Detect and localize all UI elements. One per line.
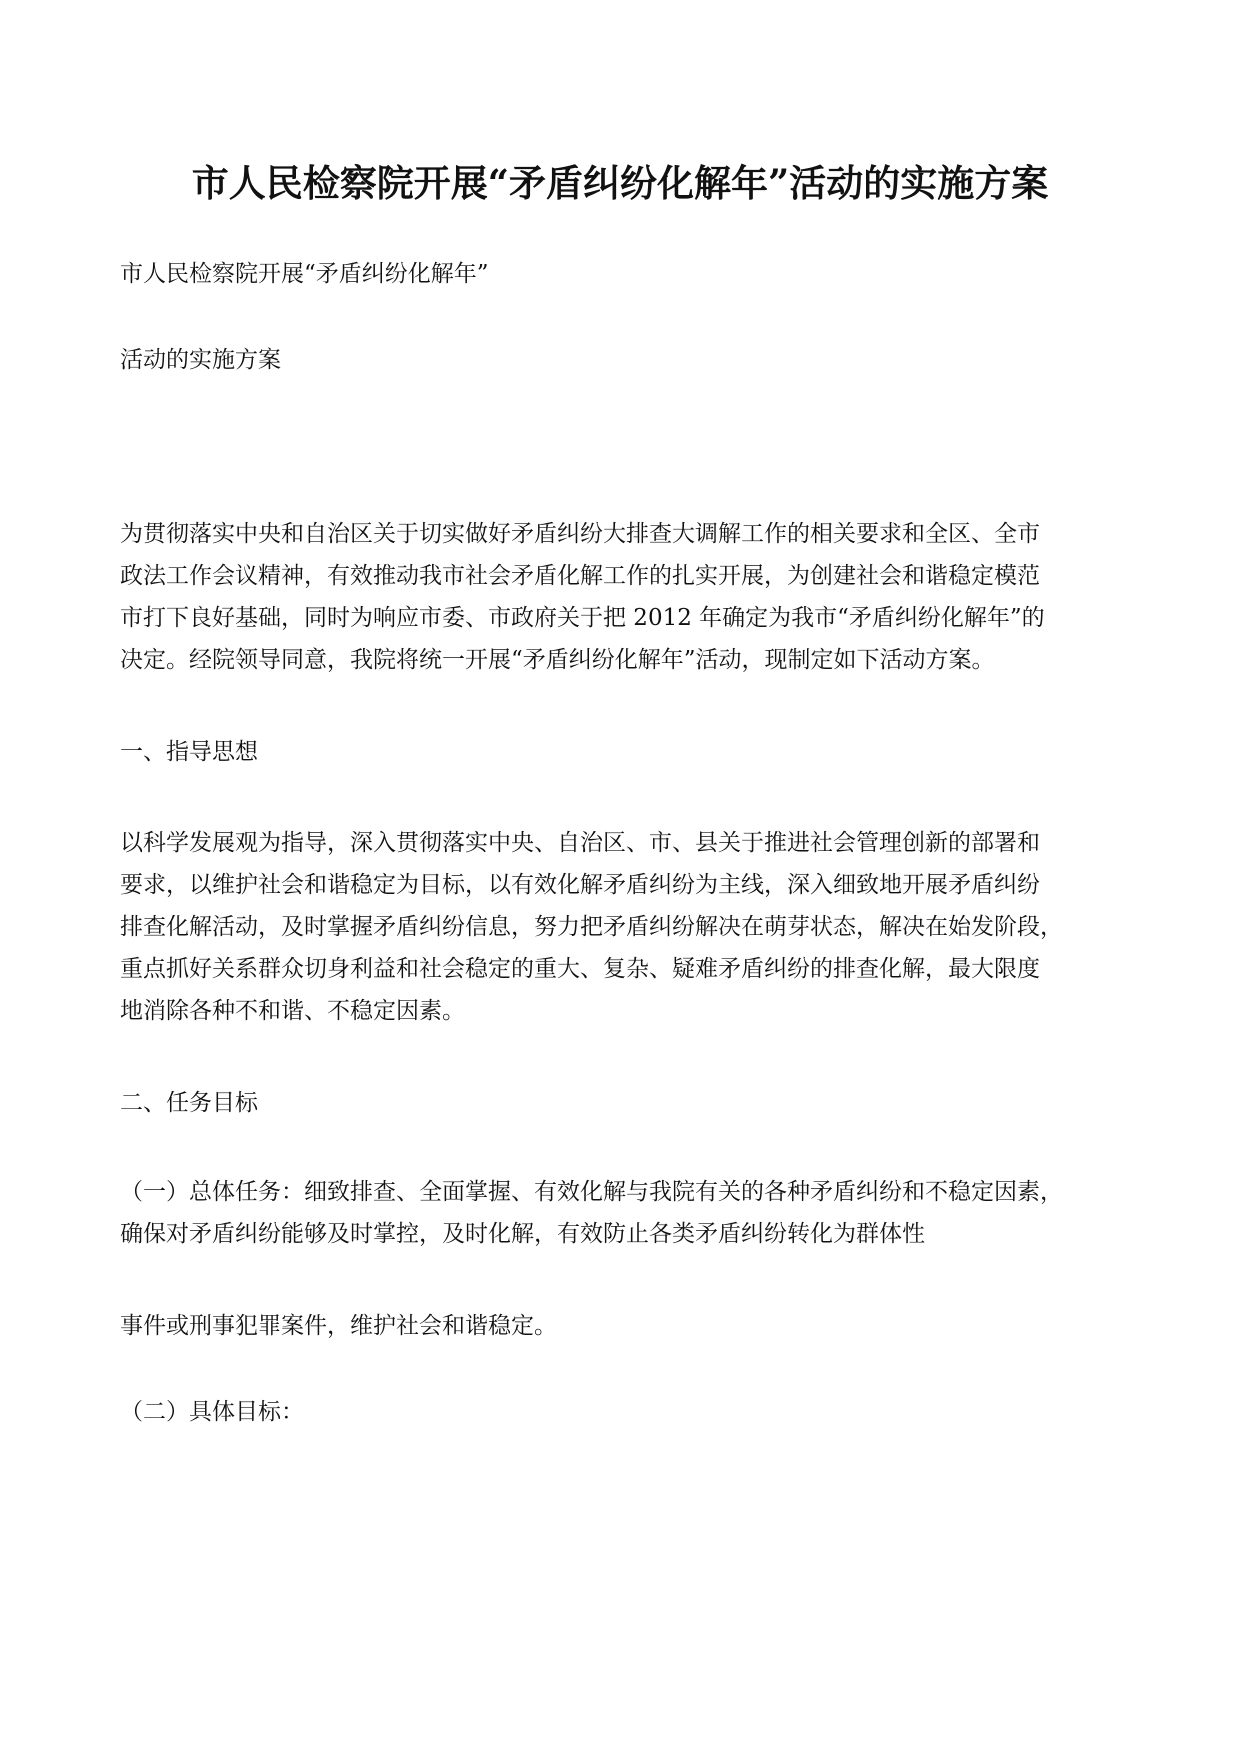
paragraph-line: 以科学发展观为指导，深入贯彻落实中央、自治区、市、县关于推进社会管理创新的部署和 [120,830,1040,856]
paragraph-line: （一）总体任务：细致排查、全面掌握、有效化解与我院有关的各种矛盾纠纷和不稳定因素， [120,1179,1063,1205]
paragraph-line: 排查化解活动，及时掌握矛盾纠纷信息，努力把矛盾纠纷解决在萌芽状态，解决在始发阶段， [120,914,1063,940]
overall-task-continuation: 事件或刑事犯罪案件，维护社会和谐稳定。 [120,1313,557,1339]
specific-goals-heading: （二）具体目标： [120,1399,304,1425]
subtitle-line-1: 市人民检察院开展“矛盾纠纷化解年” [120,261,489,287]
document-title: 市人民检察院开展“矛盾纠纷化解年”活动的实施方案 [191,161,1049,205]
intro-paragraph [120,513,1130,681]
paragraph-line: 地消除各种不和谐、不稳定因素。 [120,998,465,1024]
guiding-thought-paragraph [120,822,1130,1032]
intro-line: 政法工作会议精神，有效推动我市社会矛盾化解工作的扎实开展，为创建社会和谐稳定模范 [120,563,1040,589]
overall-task-paragraph [120,1171,1130,1255]
section-heading-task-goals: 二、任务目标 [120,1090,258,1116]
paragraph-line: 重点抓好关系群众切身利益和社会稳定的重大、复杂、疑难矛盾纠纷的排查化解，最大限度 [120,956,1040,982]
intro-line: 决定。经院领导同意，我院将统一开展“矛盾纠纷化解年”活动，现制定如下活动方案。 [120,647,995,673]
paragraph-line: 要求，以维护社会和谐稳定为目标，以有效化解矛盾纠纷为主线，深入细致地开展矛盾纠纷 [120,872,1040,898]
paragraph-line: 确保对矛盾纠纷能够及时掌控，及时化解，有效防止各类矛盾纠纷转化为群体性 [120,1221,925,1247]
subtitle-line-2: 活动的实施方案 [120,347,281,373]
intro-line: 为贯彻落实中央和自治区关于切实做好矛盾纠纷大排查大调解工作的相关要求和全区、全市 [120,521,1040,547]
section-heading-guiding-thought: 一、指导思想 [120,739,258,765]
intro-line: 市打下良好基础，同时为响应市委、市政府关于把 2012 年确定为我市“矛盾纠纷化解年”的 [120,605,1045,631]
